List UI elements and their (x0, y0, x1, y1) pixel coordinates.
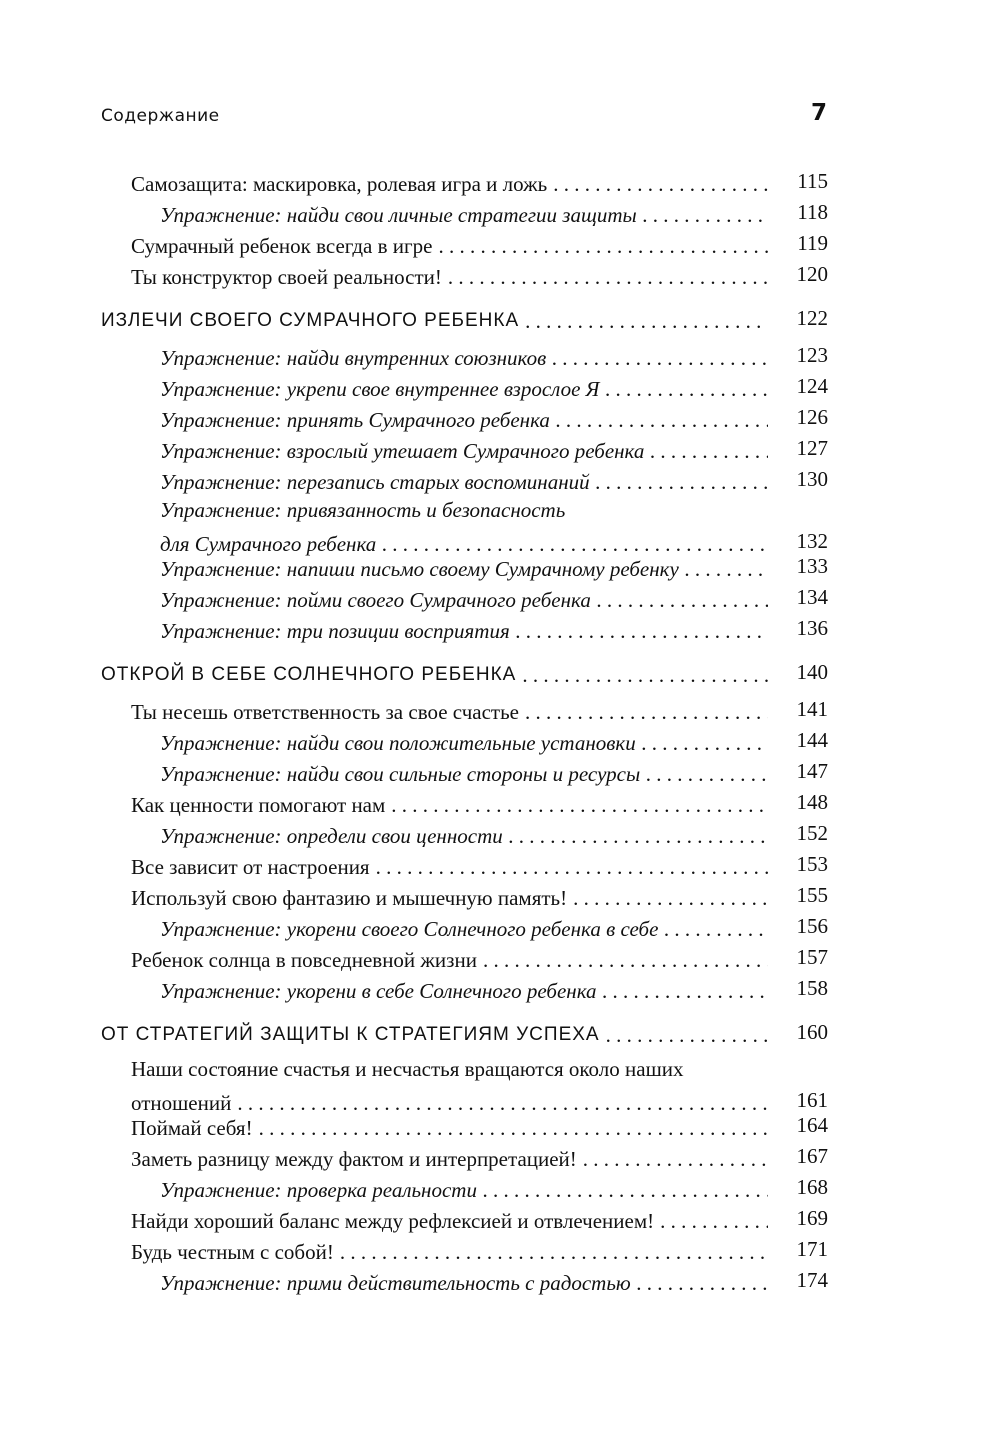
toc-entry-page: 156 (796, 914, 828, 938)
toc-entry-title: для Сумрачного ребенка (160, 532, 377, 556)
toc-entry-page: 161 (796, 1088, 828, 1112)
leader-dots (525, 308, 768, 334)
leader-dots (525, 699, 768, 725)
leader-dots (516, 618, 768, 644)
toc-chapter (0, 303, 986, 334)
toc-entry-page: 174 (796, 1268, 828, 1292)
toc-entry-page: 115 (797, 169, 828, 193)
leader-dots (483, 1177, 768, 1203)
leader-dots (438, 233, 768, 259)
toc-entry (0, 880, 986, 911)
leader-dots (646, 761, 768, 787)
leader-dots (573, 885, 768, 911)
leader-dots (509, 823, 768, 849)
toc-chapter-page: 122 (796, 306, 828, 330)
toc-entry-title: Упражнение: укрепи свое внутреннее взрослое Я (160, 377, 600, 401)
leader-dots (643, 202, 768, 228)
toc-entry (0, 402, 986, 433)
leader-dots (650, 438, 768, 464)
toc-entry (0, 433, 986, 464)
toc-entry-page: 127 (796, 436, 828, 460)
toc-entry-page: 123 (796, 343, 828, 367)
toc-entry (0, 371, 986, 402)
toc-entry-title: Заметь разницу между фактом и интерпретацией! (131, 1147, 577, 1171)
toc-entry-page: 171 (796, 1237, 828, 1261)
leader-dots (556, 407, 768, 433)
leader-dots (664, 916, 768, 942)
toc-entry-page: 153 (796, 852, 828, 876)
toc-entry-page: 126 (796, 405, 828, 429)
toc-entry (0, 725, 986, 756)
toc-entry-title: Упражнение: проверка реальности (160, 1178, 477, 1202)
toc-entry-title: Будь честным с собой! (131, 1240, 334, 1264)
toc-entry-title: Используй свою фантазию и мышечную память! (131, 886, 568, 910)
leader-dots (483, 947, 768, 973)
leader-dots (637, 1270, 768, 1296)
toc-entry (0, 694, 986, 725)
toc-entry-page: 157 (796, 945, 828, 969)
leader-dots (522, 662, 768, 688)
leader-dots (685, 556, 768, 582)
toc-entry-page: 152 (796, 821, 828, 845)
leader-dots (448, 264, 768, 290)
toc-entry-page: 148 (796, 790, 828, 814)
toc-entry-title: Упражнение: напиши письмо своему Сумрачному ребенку (160, 557, 679, 581)
leader-dots (603, 978, 769, 1004)
toc-entry-page: 133 (796, 554, 828, 578)
toc-entry-page: 134 (796, 585, 828, 609)
toc-entry-title: Упражнение: определи свои ценности (160, 824, 503, 848)
leader-dots (552, 345, 768, 371)
leader-dots (660, 1208, 768, 1234)
toc-entry-title: Упражнение: найди свои положительные установки (160, 731, 636, 755)
leader-dots (597, 587, 768, 613)
toc-entry-page: 169 (796, 1206, 828, 1230)
toc-entry (0, 166, 986, 197)
toc-entry-title: Как ценности помогают нам (131, 793, 386, 817)
toc-chapter-page: 160 (796, 1020, 828, 1044)
toc-entry-title: Ребенок солнца в повседневной жизни (131, 948, 477, 972)
toc-entry-page: 144 (796, 728, 828, 752)
toc-chapter-title: ОТКРОЙ В СЕБЕ СОЛНЕЧНОГО РЕБЕНКА (101, 664, 517, 685)
leader-dots (605, 376, 768, 402)
toc-entry (0, 1172, 986, 1203)
leader-dots (642, 730, 768, 756)
toc-entry-page: 167 (796, 1144, 828, 1168)
toc-chapter (0, 1017, 986, 1048)
leader-dots (583, 1146, 768, 1172)
toc-entry (0, 495, 986, 557)
toc-entry (0, 551, 986, 582)
toc-entry-title: Упражнение: пойми своего Сумрачного ребенка (160, 588, 591, 612)
toc-entry-title: Сумрачный ребенок всегда в игре (131, 234, 433, 258)
toc-entry-page: 158 (796, 976, 828, 1000)
toc-entry-page: 141 (796, 697, 828, 721)
toc-entry-title: Самозащита: маскировка, ролевая игра и ложь (131, 172, 548, 196)
toc-entry-title: отношений (131, 1091, 232, 1115)
toc-entry-title-line1: Упражнение: привязанность и безопасность (160, 498, 566, 522)
toc-entry (0, 849, 986, 880)
toc-entry-title: Упражнение: взрослый утешает Сумрачного ребенка (160, 439, 645, 463)
toc-chapter-page: 140 (796, 660, 828, 684)
toc-entry-title: Упражнение: найди внутренних союзников (160, 346, 547, 370)
toc-entry (0, 1054, 986, 1116)
toc-entry-page: 164 (796, 1113, 828, 1137)
toc-entry-title-line1: Наши состояние счастья и несчастья вращаются около наших (131, 1057, 684, 1081)
leader-dots (596, 469, 768, 495)
leader-dots (340, 1239, 768, 1265)
toc-entry (0, 197, 986, 228)
toc-entry-page: 118 (797, 200, 828, 224)
toc-entry-title: Найди хороший баланс между рефлексией и отвлечением! (131, 1209, 655, 1233)
toc-entry-title: Поймай себя! (131, 1116, 253, 1140)
toc-chapter-title: ОТ СТРАТЕГИЙ ЗАЩИТЫ К СТРАТЕГИЯМ УСПЕХА (101, 1024, 600, 1045)
toc-entry (0, 756, 986, 787)
toc-entry-page: 124 (796, 374, 828, 398)
toc-entry (0, 464, 986, 495)
toc-entry-page: 136 (796, 616, 828, 640)
page-number: 7 (810, 100, 827, 126)
toc-entry (0, 259, 986, 290)
toc-entry-title: Упражнение: перезапись старых воспоминаний (160, 470, 590, 494)
running-head-title: Содержание (101, 106, 220, 126)
toc-chapter-title: ИЗЛЕЧИ СВОЕГО СУМРАЧНОГО РЕБЕНКА (101, 310, 520, 331)
toc-entry (0, 1203, 986, 1234)
toc-entry-title: Упражнение: укорени своего Солнечного ребенка в себе (160, 917, 659, 941)
toc-entry (0, 613, 986, 644)
toc-entry (0, 787, 986, 818)
leader-dots (606, 1022, 768, 1048)
toc-entry (0, 818, 986, 849)
toc-entry (0, 340, 986, 371)
toc-entry-title: Все зависит от настроения (131, 855, 370, 879)
toc-entry (0, 1141, 986, 1172)
toc-entry (0, 1110, 986, 1141)
toc-entry (0, 942, 986, 973)
toc-entry-page: 130 (796, 467, 828, 491)
toc-entry (0, 1234, 986, 1265)
leader-dots (391, 792, 768, 818)
toc-entry-page: 120 (796, 262, 828, 286)
toc-entry (0, 582, 986, 613)
toc-entry-title: Ты несешь ответственность за свое счастье (131, 700, 519, 724)
toc-chapter (0, 657, 986, 688)
toc-entry-title: Упражнение: три позиции восприятия (160, 619, 510, 643)
toc-entry (0, 911, 986, 942)
toc-entry-page: 155 (796, 883, 828, 907)
toc-entry-page: 119 (797, 231, 828, 255)
toc-entry (0, 228, 986, 259)
leader-dots (376, 854, 768, 880)
toc-entry-page: 132 (796, 529, 828, 553)
toc-entry-page: 168 (796, 1175, 828, 1199)
toc-entry (0, 973, 986, 1004)
toc-entry-title: Упражнение: прими действительность с радостью (160, 1271, 631, 1295)
toc-entry-title: Упражнение: укорени в себе Солнечного ребенка (160, 979, 597, 1003)
toc-entry-title: Упражнение: принять Сумрачного ребенка (160, 408, 550, 432)
toc-entry-title: Упражнение: найди свои личные стратегии защиты (160, 203, 637, 227)
toc-entry (0, 1265, 986, 1296)
leader-dots (259, 1115, 768, 1141)
toc-entry-title: Ты конструктор своей реальности! (131, 265, 442, 289)
toc-entry-title: Упражнение: найди свои сильные стороны и ресурсы (160, 762, 641, 786)
running-head (101, 100, 827, 136)
toc-entry-page: 147 (796, 759, 828, 783)
leader-dots (553, 171, 768, 197)
